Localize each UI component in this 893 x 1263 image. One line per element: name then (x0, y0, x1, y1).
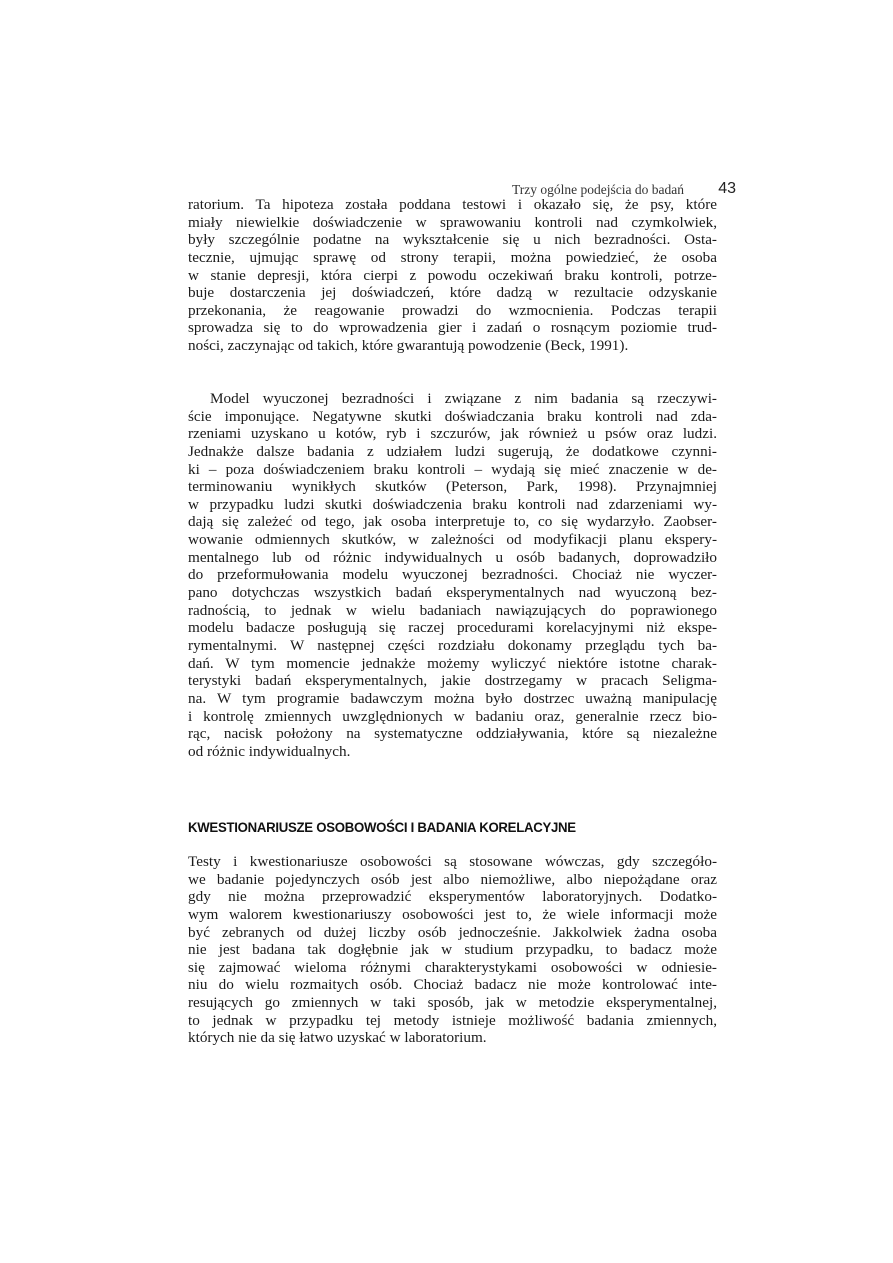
text-line: Jednakże dalsze badania z udziałem ludzi sugerują, że dodatkowe czynni- (188, 442, 717, 460)
text-line: buje dostarczenia jej doświadczeń, które dadzą w rezultacie odzyskanie (188, 284, 717, 302)
text-line: gdy nie można przeprowadzić eksperymentów laboratoryjnych. Dodatko- (188, 888, 717, 906)
text-line: pano dotychczas wszystkich badań eksperymentalnych nad wyuczoną bez- (188, 584, 717, 602)
text-line: od różnic indywidualnych. (188, 742, 351, 760)
text-line: ście imponujące. Negatywne skutki doświadczania braku kontroli nad zda- (188, 407, 717, 425)
text-line: były szczególnie podatne na wykształcenie się u nich bezradności. Osta- (188, 231, 717, 249)
running-title: Trzy ogólne podejścia do badań (512, 182, 684, 197)
text-line: Testy i kwestionariusze osobowości są stosowane wówczas, gdy szczegóło- (188, 853, 717, 870)
text-line: wym walorem kwestionariuszy osobowości jest to, że wiele informacji może (188, 905, 717, 923)
text-line: na. W tym programie badawczym można było dostrzec uważną manipulację (188, 689, 717, 707)
text-line: to jednak w przypadku tej metody istnieje możliwość badania zmiennych, (188, 1011, 717, 1029)
text-line: we badanie pojedynczych osób jest albo niemożliwe, albo niepożądane oraz (188, 870, 717, 888)
text-line: Model wyuczonej bezradności i związane z nim badania są rzeczywi- (210, 390, 717, 407)
text-line: rymentalnymi. W następnej części rozdziału dokonamy przeglądu tych ba- (188, 636, 717, 654)
text-line: przekonania, że reagowanie prowadzi do wzmocnienia. Podczas terapii (188, 301, 717, 319)
text-line: radnością, to jednak w wielu badaniach nawiązujących do poprawionego (188, 601, 717, 619)
text-line: niu do wielu rozmaitych osób. Chociaż badacz nie może kontrolować inte- (188, 976, 717, 994)
text-line: modelu badacze posługują się raczej procedurami korelacyjnymi niż ekspe- (188, 619, 717, 637)
text-line: dają się zależeć od tego, jak osoba interpretuje to, co się wydarzyło. Zaobser- (188, 513, 717, 531)
text-line: się zajmować wieloma różnymi charakterystykami osobowości w odniesie- (188, 958, 717, 976)
text-line: terystyki badań eksperymentalnych, jakie dostrzegamy w pracach Seligma- (188, 672, 717, 690)
text-line: ki – poza doświadczeniem braku kontroli – wydają się mieć znaczenie w de- (188, 460, 717, 478)
page-number: 43 (718, 180, 736, 197)
text-line: rzeniami uzyskano u kotów, ryb i szczurów, jak również u psów oraz ludzi. (188, 425, 717, 443)
text-line: wowanie odmiennych skutków, w zależności od modyfikacji planu ekspery- (188, 531, 717, 549)
text-line: być zebranych od dużej liczby osób jednocześnie. Jakkolwiek żadna osoba (188, 923, 717, 941)
paragraph-2 (188, 390, 717, 760)
text-line: ratorium. Ta hipoteza została poddana testowi i okazało się, że psy, które (188, 196, 717, 213)
text-line: sprowadza się to do wprowadzenia gier i zadań o rosnącym poziomie trud- (188, 319, 717, 337)
text-line: w przypadku ludzi skutki doświadczenia braku kontroli nad zdarzeniami wy- (188, 495, 717, 513)
paragraph-1 (188, 196, 717, 355)
text-line: do przeformułowania modelu wyuczonej bezradności. Chociaż nie wyczer- (188, 566, 717, 584)
text-line: mentalnego lub od różnic indywidualnych u osób badanych, doprowadziło (188, 548, 717, 566)
text-line: terminowaniu wynikłych skutków (Peterson, Park, 1998). Przynajmniej (188, 478, 717, 496)
text-line: ności, zaczynając od takich, które gwarantują powodzenie (Beck, 1991). (188, 337, 629, 355)
paragraph-3 (188, 853, 717, 1047)
text-line: nie jest badana tak dogłębnie jak w studium przypadku, to badacz może (188, 941, 717, 959)
text-line: w stanie depresji, która cierpi z powodu oczekiwań braku kontroli, potrze- (188, 266, 717, 284)
text-line: rąc, nacisk położony na systematyczne oddziaływania, które są niezależne (188, 725, 717, 743)
text-line: resujących go zmiennych w taki sposób, jak w metodzie eksperymentalnej, (188, 994, 717, 1012)
text-line: i kontrolę zmiennych uwzględnionych w badaniu oraz, generalnie rzecz bio- (188, 707, 717, 725)
text-line: tecznie, ujmując sprawę od strony terapii, można powiedzieć, że osoba (188, 248, 717, 266)
text-line: dań. W tym momencie jednakże możemy wyliczyć niektóre istotne charak- (188, 654, 717, 672)
text-line: miały niewielkie doświadczenie w sprawowaniu kontroli nad czymkolwiek, (188, 213, 717, 231)
section-heading: KWESTIONARIUSZE OSOBOWOŚCI I BADANIA KORELACYJNE (188, 820, 576, 836)
text-line: których nie da się łatwo uzyskać w laboratorium. (188, 1029, 487, 1047)
